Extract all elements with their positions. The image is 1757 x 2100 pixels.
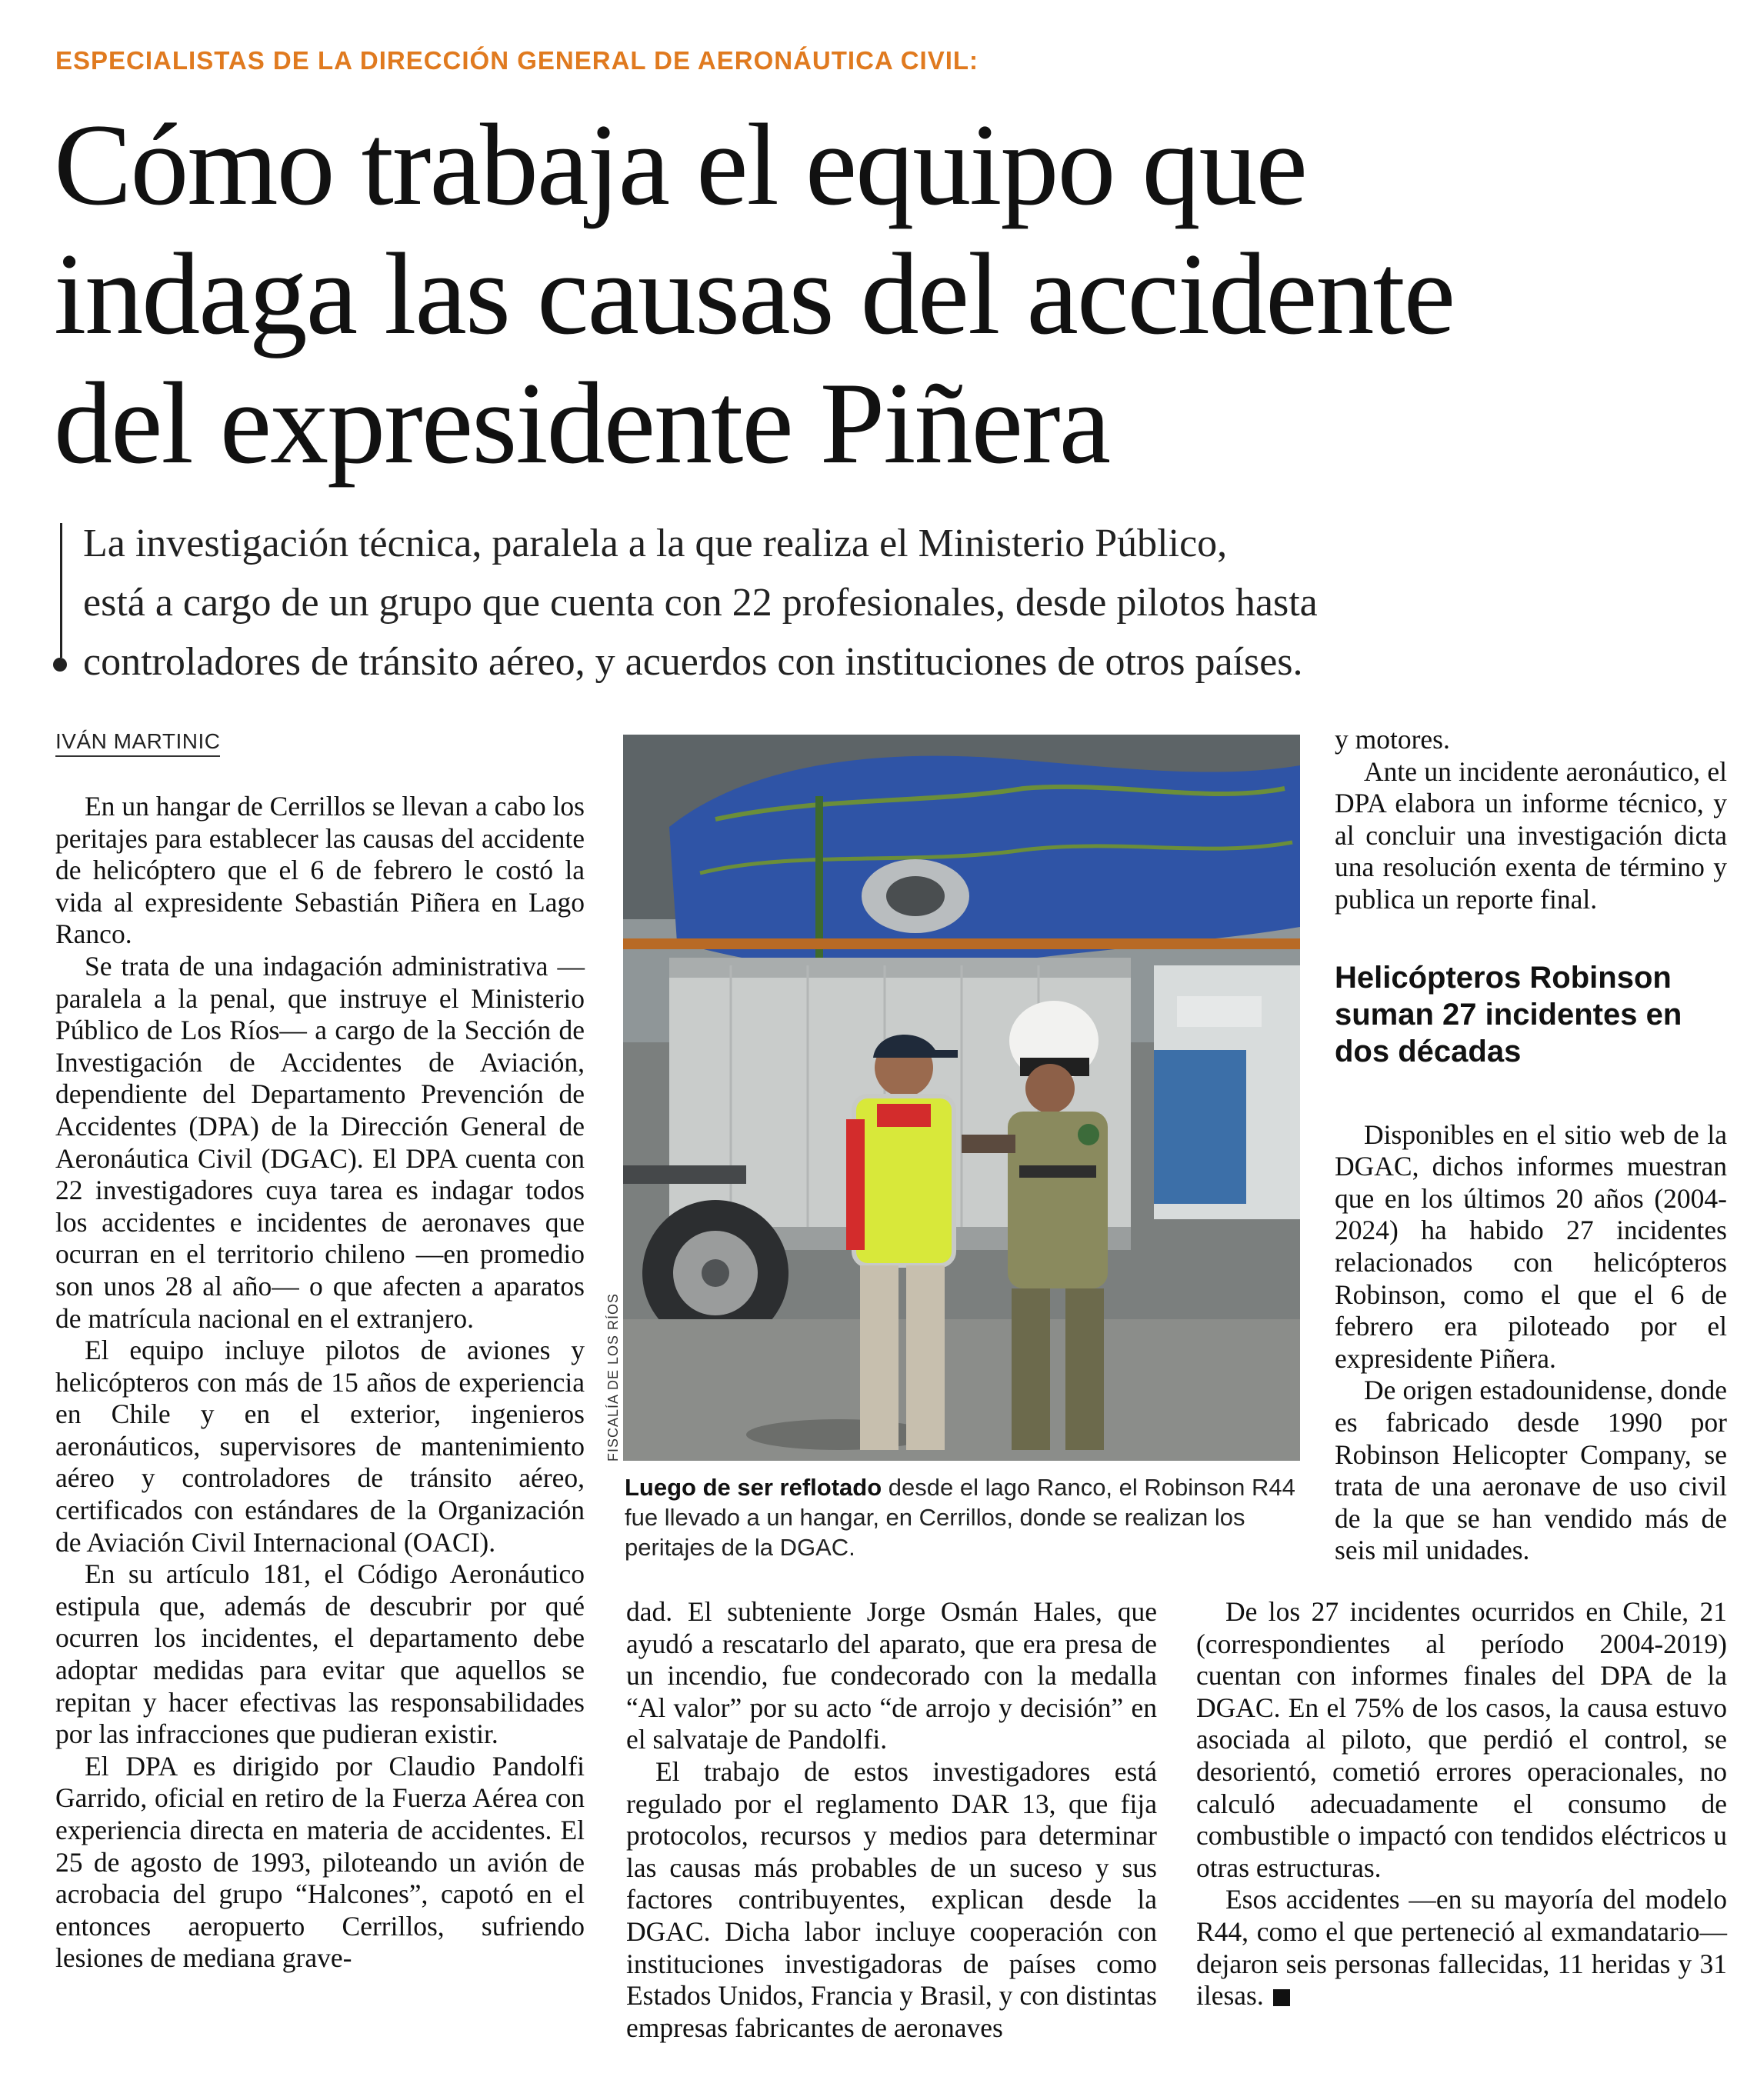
paragraph: y motores. (1335, 724, 1450, 755)
deck-line: La investigación técnica, paralela a la que realiza el Ministerio Público, (83, 522, 1228, 565)
paragraph (1196, 1884, 1727, 2012)
photo-illustration (623, 735, 1300, 1461)
article-photo (623, 735, 1300, 1461)
column-1 (55, 791, 585, 1975)
paragraph: dad. El subteniente Jorge Osmán Hales, que ayudó a rescatarlo del aparato, que era presa de un incendio, fue condecorado con la medalla “Al valor” por su acto “de arrojo y decisión” en el salvataje de Pandolfi. (626, 1596, 1157, 1755)
end-of-article-icon (1273, 1989, 1290, 2006)
column-3 (1335, 724, 1727, 1567)
photo-credit: FISCALÍA DE LOS RÍOS (605, 1292, 621, 1462)
column-3-bottom (1196, 1596, 1727, 2012)
paragraph: Disponibles en el sitio web de la DGAC, dichos informes muestran que en los últimos 20 años (2004-2024) ha habido 27 incidentes relacionados con helicópteros Robinson, como el que el 6 de febrero era piloteado por el expresidente Piñera. (1335, 1118, 1727, 1374)
byline: IVÁN MARTINIC (55, 729, 220, 757)
paragraph: En su artículo 181, el Código Aeronáutico estipula que, además de descubrir por qué ocurren los incidentes, el departamento debe adoptar medidas para evitar que aquellos se repitan y hacer efectivas las responsabilidades por las infracciones que pudieran existir. (55, 1558, 585, 1750)
headline (54, 100, 1708, 488)
headline-line: indaga las causas del accidente (54, 229, 1455, 358)
deck-line: está a cargo de un grupo que cuenta con 22 profesionales, desde pilotos hasta (83, 581, 1318, 625)
deck-rule (60, 523, 62, 658)
caption-text: desde el lago Ranco, el Robinson R44 fue llevado a un hangar, en Cerrillos, donde se realizan los peritajes de la DGAC. (625, 1474, 1295, 1561)
deck-bullet-icon (53, 658, 67, 672)
photo-caption (625, 1472, 1302, 1562)
paragraph: De origen estadounidense, donde es fabricado desde 1990 por Robinson Helicopter Company, se trata de una aeronave de uso civil de la que se han vendido más de seis mil unidades. (1335, 1375, 1727, 1566)
paragraph-text: Esos accidentes —en su mayoría del modelo R44, como el que perteneció al exmandatario— dejaron seis personas fallecidas, 11 heridas y 31 ilesas. (1196, 1884, 1727, 2012)
headline-line: del expresidente Piñera (54, 358, 1110, 488)
deck-line: controladores de tránsito aéreo, y acuerdos con instituciones de otros países. (83, 640, 1303, 684)
subheading: Helicópteros Robinson suman 27 incidentes en dos décadas (1335, 960, 1682, 1068)
caption-lead: Luego de ser reflotado (625, 1474, 882, 1501)
deck (83, 514, 1737, 692)
kicker: ESPECIALISTAS DE LA DIRECCIÓN GENERAL DE AERONÁUTICA CIVIL: (55, 46, 979, 75)
paragraph: El trabajo de estos investigadores está regulado por el reglamento DAR 13, que fija protocolos, recursos y medios para determinar las causas más probables de un suceso y sus factores contribuyentes, explican desde la DGAC. Dicha labor incluye cooperación con instituciones investigadoras de países como Estados Unidos, Francia y Brasil, y con distintas empresas fabricantes de aeronaves (626, 1755, 1157, 2043)
paragraph: De los 27 incidentes ocurridos en Chile, 21 (correspondientes al período 2004-2019) cuentan con informes finales del DPA de la DGAC. En el 75% de los casos, la causa estuvo asociada al piloto, que perdió el control, se desorientó, cometió errores operacionales, no calculó adecuadamente el consumo de combustible o impactó con tendidos eléctricos u otras estructuras. (1196, 1596, 1727, 1883)
column-2 (626, 1596, 1157, 2044)
paragraph: Ante un incidente aeronáutico, el DPA elabora un informe técnico, y al concluir una investigación dicta una resolución exenta de término y publica un reporte final. (1335, 755, 1727, 915)
paragraph: Se trata de una indagación administrativa —paralela a la penal, que instruye el Ministerio Público de Los Ríos— a cargo de la Sección de Investigación de Accidentes de Aviación, dependiente del Departamento Prevención de Accidentes (DPA) de la Dirección General de Aeronáutica Civil (DGAC). El DPA cuenta con 22 investigadores cuya tarea es indagar todos los accidentes e incidentes de aeronaves que ocurran en el territorio chileno —en promedio son unos 28 al año— o que afecten a aparatos de matrícula nacional en el extranjero. (55, 950, 585, 1334)
headline-line: Cómo trabaja el equipo que (54, 100, 1306, 229)
paragraph: El equipo incluye pilotos de aviones y helicópteros con más de 15 años de experiencia en Chile y en el exterior, ingenieros aeronáuticos, supervisores de mantenimiento aéreo y controladores de tránsito aéreo, certificados con estándares de la Organización de Aviación Civil Internacional (OACI). (55, 1335, 585, 1558)
paragraph: El DPA es dirigido por Claudio Pandolfi Garrido, oficial en retiro de la Fuerza Aérea con experiencia directa en materia de accidentes. El 25 de agosto de 1993, piloteando un avión de acrobacia del grupo “Halcones”, capotó en el entonces aeropuerto Cerrillos, sufriendo lesiones de mediana grave- (55, 1750, 585, 1974)
paragraph: En un hangar de Cerrillos se llevan a cabo los peritajes para establecer las causas del accidente de helicóptero que el 6 de febrero le costó la vida al expresidente Sebastián Piñera en Lago Ranco. (55, 791, 585, 950)
